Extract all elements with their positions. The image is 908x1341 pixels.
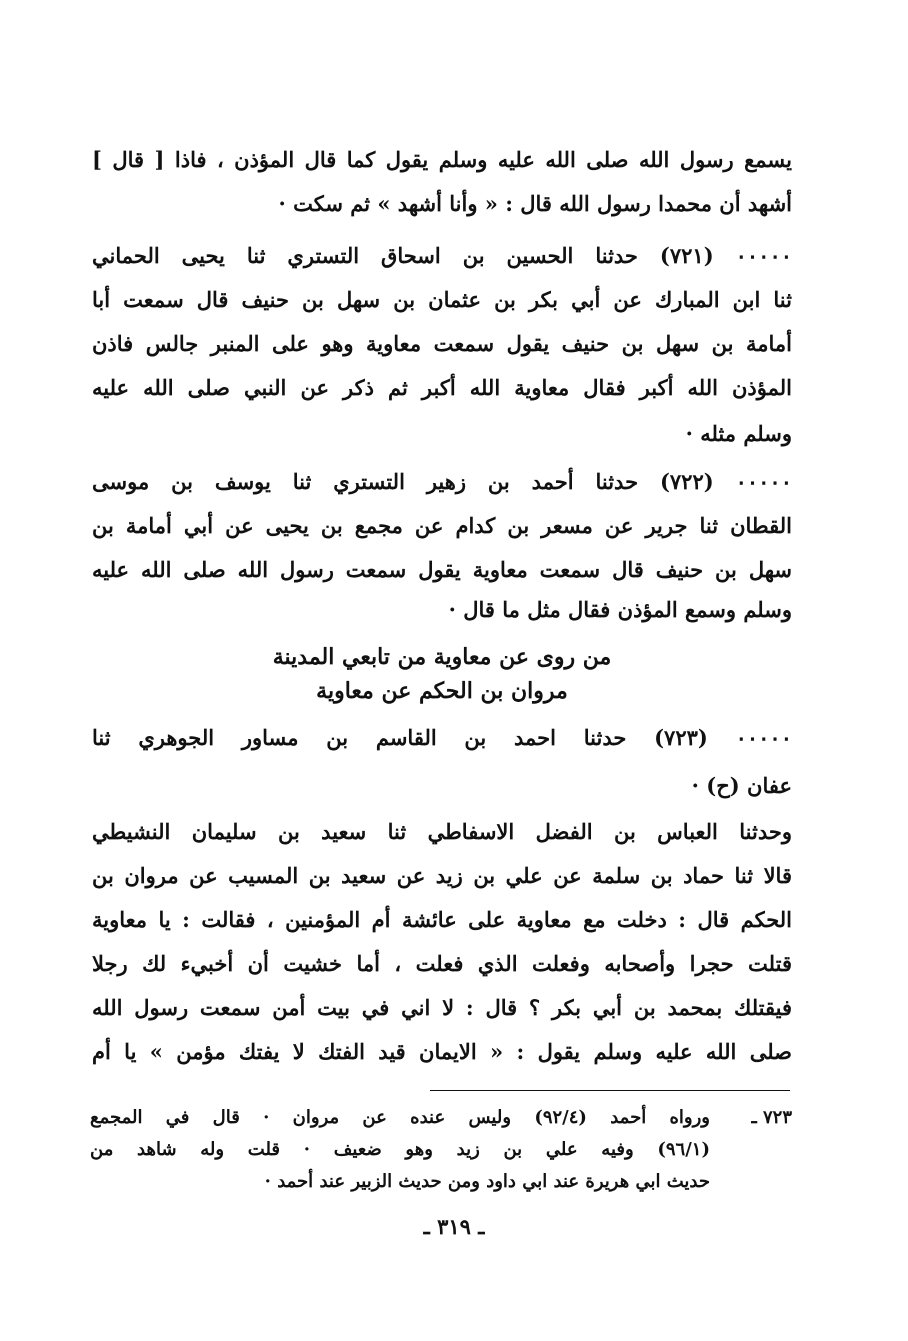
text-line: قالا ثنا حماد بن سلمة عن علي بن زيد عن سعيد بن المسيب عن مروان بن — [92, 863, 792, 888]
text-line: القطان ثنا جرير عن مسعر بن كدام عن مجمع بن يحيى عن أبي أمامة بن — [92, 513, 792, 538]
body-text-lower — [92, 718, 792, 1088]
hadith-721-line: ٠٠٠٠٠ (٧٢١) حدثنا الحسين بن اسحاق التستري ثنا يحيى الحماني — [92, 243, 792, 268]
text-line: وسلم وسمع المؤذن فقال مثل ما قال · — [448, 597, 792, 622]
footnote-line: (٩٦/١) وفيه علي بن زيد وهو ضعيف · قلت وله شاهد من — [90, 1139, 710, 1160]
text-line: وسلم مثله · — [685, 421, 792, 446]
text-line: يسمع رسول الله صلى الله عليه وسلم يقول كما قال المؤذن ، فاذا [ قال ] — [92, 147, 792, 172]
hadith-723-line: ٠٠٠٠٠ (٧٢٣) حدثنا احمد بن القاسم بن مساور الجوهري ثنا — [92, 725, 792, 750]
text-line: أشهد أن محمدا رسول الله قال : « وأنا أشهد » ثم سكت · — [278, 191, 792, 216]
text-line: ثنا ابن المبارك عن أبي بكر بن عثمان بن سهل بن حنيف قال سمعت أبا — [92, 287, 792, 312]
text-line: وحدثنا العباس بن الفضل الاسفاطي ثنا سعيد بن سليمان النشيطي — [92, 819, 792, 844]
text-line: أمامة بن سهل بن حنيف يقول سمعت معاوية وهو على المنبر جالس فاذن — [92, 331, 792, 356]
body-text-end — [92, 590, 792, 634]
text-line: قتلت حجرا وأصحابه وفعلت الذي فعلت ، أما خشيت أن أخبيء لك رجلا — [92, 951, 792, 976]
body-text-upper — [92, 140, 792, 600]
footnote-line: ورواه أحمد (٩٢/٤) وليس عنده عن مروان · قال في المجمع — [90, 1107, 710, 1128]
page-number: ـ ٣١٩ ـ — [423, 1214, 485, 1239]
footnote-separator — [430, 1090, 790, 1091]
hadith-722-line: ٠٠٠٠٠ (٧٢٢) حدثنا أحمد بن زهير التستري ثنا يوسف بن موسى — [92, 469, 792, 494]
section-subheading: مروان بن الحكم عن معاوية — [316, 678, 568, 704]
text-line: فيقتلك بمحمد بن أبي بكر ؟ قال : لا اني في بيت أمن سمعت رسول الله — [92, 995, 792, 1020]
footnote-line: حديث ابي هريرة عند ابي داود ومن حديث الزبير عند أحمد · — [264, 1171, 710, 1192]
text-line: الحكم قال : دخلت مع معاوية على عائشة أم المؤمنين ، فقالت : يا معاوية — [92, 907, 792, 932]
text-line: صلى الله عليه وسلم يقول : « الايمان قيد الفتك لا يفتك مؤمن » يا أم — [92, 1039, 792, 1064]
section-heading: من روى عن معاوية من تابعي المدينة — [272, 644, 612, 670]
footnote-number: ٧٢٣ ـ — [751, 1107, 792, 1128]
text-line: عفان (ح) · — [691, 773, 792, 798]
text-line: المؤذن الله أكبر فقال معاوية الله أكبر ثم ذكر عن النبي صلى الله عليه — [92, 375, 792, 400]
text-line: سهل بن حنيف قال سمعت معاوية يقول سمعت رسول الله صلى الله عليه — [92, 557, 792, 582]
